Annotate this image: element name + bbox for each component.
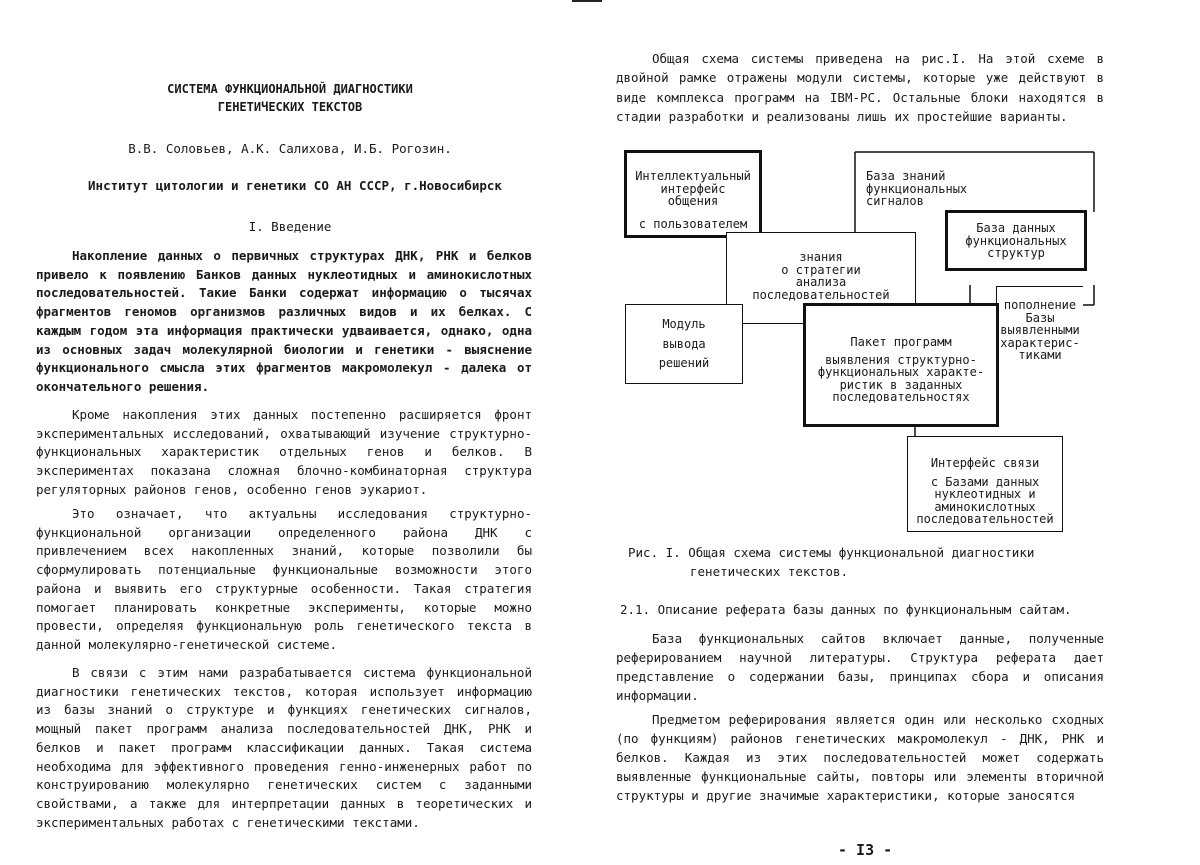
box-text: общения	[667, 194, 719, 208]
box-text: структур	[987, 246, 1045, 260]
box-text: решений	[658, 356, 710, 370]
section2-paragraph-1: База функциональных сайтов включает данные, полученные реферированием научной литературы. Структура реферата дает представление о содержании базы, принципах сбора и описания информации.	[616, 631, 1104, 703]
intro-paragraph-4: В связи с этим нами разрабатывается система функциональной диагностики генетических текстов, которая использует информацию из базы знаний о структуре и функциях генетических сигналов, мощный пакет программ анализа последовательностей ДНК, РНК и белков и пакет программ классификации данных. Такая система необходима для эффективного проведения генно-инженерных работ по конструированию молекулярно генетических систем с заданными свойствами, а также для интерпретации данных в теоретических и экспериментальных работах с генетическими текстами.	[36, 665, 532, 830]
box-text: характерис-	[1000, 335, 1080, 350]
box-text: анализа	[795, 275, 847, 289]
box-text: функциональных характе-	[817, 365, 985, 379]
box-text: аминокислотных	[934, 499, 1036, 514]
diagram-box-structure-db	[945, 210, 1087, 271]
box-text: нуклеотидных и	[934, 487, 1036, 501]
box-text: Интеллектуальный	[635, 169, 751, 183]
box-text: последовательностях	[832, 390, 970, 404]
caption-line-1: Рис. I. Общая схема системы функциональной диагностики	[628, 545, 1035, 560]
box-text: с Базами данных	[930, 474, 1040, 489]
figure-caption	[628, 543, 1034, 581]
box-text: Базы	[1025, 310, 1055, 325]
box-text: последовательностей	[916, 512, 1054, 526]
box-text: знания	[799, 250, 843, 264]
box-text: выявленными	[1000, 323, 1080, 337]
caption-line-2: генетических текстов.	[690, 564, 849, 579]
box-text	[627, 208, 759, 218]
box-text: сигналов	[866, 194, 924, 208]
right-intro-paragraph: Общая схема системы приведена на рис.I. На этой схеме в двойной рамке отражены модули системы, которые уже действуют в виде комплекса программ на IBM-PC. Остальные блоки находятся в стадии разработки и реализованы лишь их простейшие варианты.	[616, 51, 1104, 124]
title-line-2: ГЕНЕТИЧЕСКИХ ТЕКСТОВ	[217, 100, 363, 114]
section2-paragraph-2: Предметом реферирования является один или несколько сходных (по функциям) районов генетических макромолекул - ДНК, РНК и белков. Каждая из этих последовательностей может содержать выявленные функциональные сайты, повторы или элементы вторичной структуры и другие значимые характеристики, которые заносятся	[616, 712, 1104, 803]
box-text: Интерфейс связи	[930, 456, 1040, 470]
diagram-box-user-interface	[624, 150, 762, 238]
box-text: Пакет программ	[850, 335, 952, 349]
box-text: с пользователем	[638, 216, 748, 231]
institute: Институт цитологии и генетики СО АН СССР, г.Новосибирск	[88, 178, 502, 193]
diagram-box-db-interface	[907, 436, 1063, 532]
box-text: функциональных	[965, 233, 1067, 248]
page-number: - I3 -	[838, 841, 893, 859]
diagram-knowledge-base-label	[866, 170, 967, 208]
intro-paragraph-3: Это означает, что актуальны исследования структурно-функциональной организации определенного района ДНК с привлечением всех накопленных знаний, которые позволили бы сформулировать потенциальные функциональные возможности этого района и выявить его структурные особенности. Такая стратегия помогает планировать конкретные эксперименты, которые можно провести, определяя функциональную роль генетического текста в данной молекулярно-генетической системе.	[36, 506, 532, 652]
authors: В.В. Соловьев, А.К. Салихова, И.Б. Рогозин.	[128, 141, 452, 156]
box-text: База данных	[976, 221, 1056, 235]
title-line-1: СИСТЕМА ФУНКЦИОНАЛЬНОЙ ДИАГНОСТИКИ	[167, 82, 413, 96]
box-text: тиками	[1018, 348, 1062, 362]
diagram-box-program-package	[803, 303, 999, 427]
box-text: ристик в заданных	[839, 377, 963, 392]
diagram-box-output-module	[625, 304, 743, 384]
section-heading-intro: I. Введение	[248, 219, 332, 234]
box-text: интерфейс	[660, 181, 726, 196]
section-2-1-heading: 2.1. Описание реферата базы данных по функциональным сайтам.	[620, 602, 1072, 617]
box-text: пополнение	[1003, 298, 1077, 312]
intro-paragraph-2: Кроме накопления этих данных постепенно расширяется фронт экспериментальных исследований, охватывающий изучение структурно-функциональных характеристик отдельных генов и белков. В экспериментах показана сложная блочно-комбинаторная структура регуляторных районов генов, особенно генов эукариот.	[36, 407, 532, 497]
box-text: функциональных	[866, 181, 968, 196]
diagram-box-replenish	[996, 286, 1083, 385]
box-text: База знаний	[866, 169, 946, 183]
box-text: Модуль	[662, 317, 706, 331]
box-text: выявления структурно-	[825, 352, 977, 367]
box-text: о стратегии	[781, 262, 861, 277]
box-text: последовательностей	[752, 287, 890, 302]
box-text: вывода	[662, 336, 706, 351]
intro-paragraph-1: Накопление данных о первичных структурах ДНК, РНК и белков привело к появлению Банков данных нуклеотидных и аминокислотных последовательностей. Такие Банки содержат информацию о тысячах фрагментов геномов организмов различных видов и их белках. С каждым годом эта информация практически удваивается, однако, одна из основных задач молекулярной биологии и генетики - выяснение функционального смысла этих фрагментов макромолекул - далека от окончательного решения.	[36, 248, 532, 394]
